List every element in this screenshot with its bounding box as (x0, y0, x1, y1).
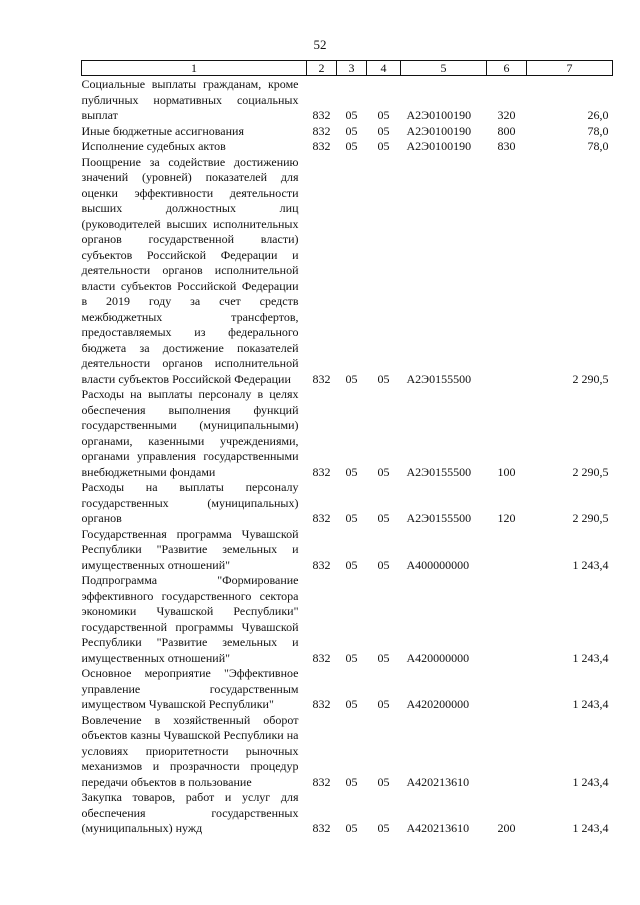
row-expense-type: 320 (497, 108, 516, 122)
row-name: Поощрение за содействие достижению значений (уровней) показателей для оценки эффективности деятельности высших должностных лиц (руководителей высших исполнительных органов государственной власти) субъектов Российской Федерации и деятельности органов исполнительной власти субъектов Российской Федерации в 2019 году за счет средств межбюджетных трансфертов, предоставляемых из федерального бюджета за достижение показателей деятельности органов исполнительной власти субъектов Российской Федерации (81, 154, 299, 386)
row-subsection: 05 (377, 821, 390, 835)
row-subsection: 05 (377, 557, 390, 572)
row-ministry: 832 (312, 108, 331, 122)
table-row (82, 387, 613, 480)
row-section: 05 (345, 139, 358, 153)
row-ministry: 832 (312, 821, 331, 835)
row-subsection: 05 (377, 511, 390, 525)
table-row (82, 155, 613, 388)
row-section: 05 (345, 821, 358, 835)
row-amount: 78,0 (587, 139, 609, 153)
table-row (82, 480, 613, 527)
row-target: А2Э0100190 (406, 139, 472, 153)
table-row (82, 76, 613, 124)
row-target: А400000000 (406, 557, 470, 572)
row-expense-type (487, 666, 527, 713)
row-name: Государственная программа Чувашской Республики "Развитие земельных и имущественных отношений" (81, 526, 299, 572)
budget-table (81, 60, 613, 837)
table-row (82, 124, 613, 140)
row-target: А420213610 (406, 821, 470, 835)
row-expense-type (487, 573, 527, 666)
row-amount: 26,0 (587, 108, 609, 122)
row-subsection: 05 (377, 371, 390, 386)
row-section: 05 (345, 108, 358, 122)
row-section: 05 (345, 774, 358, 789)
row-section: 05 (345, 697, 358, 711)
row-ministry: 832 (312, 464, 331, 479)
table-row (82, 573, 613, 666)
row-name: Вовлечение в хозяйственный оборот объектов казны Чувашской Республики на условиях приоритетности рыночных механизмов и прозрачности процедур передачи объектов в пользование (81, 712, 299, 789)
row-section: 05 (345, 650, 358, 665)
table-row (82, 527, 613, 574)
row-name: Основное мероприятие "Эффективное управление государственным имуществом Чувашской Республики" (81, 666, 299, 711)
row-ministry: 832 (312, 139, 331, 153)
row-ministry: 832 (312, 557, 331, 572)
row-name: Расходы на выплаты персоналу государственных (муниципальных) органов (81, 480, 299, 525)
row-name: Расходы на выплаты персоналу в целях обеспечения выполнения функций государственными (муниципальными) органами, казенными учреждениями, органами управления государственными внебюджетными фондами (81, 387, 299, 479)
row-target: А420213610 (406, 774, 470, 789)
table-row (82, 666, 613, 713)
row-name: Подпрограмма "Формирование эффективного государственного сектора экономики Чувашской Республики" государственной программы Чувашской Республики "Развитие земельных и имущественных отношений" (81, 573, 299, 665)
column-header-name: 1 (82, 61, 307, 76)
row-target: А2Э0155500 (406, 371, 472, 386)
row-subsection: 05 (377, 774, 390, 789)
row-ministry: 832 (312, 697, 331, 711)
row-name: Исполнение судебных актов (81, 139, 226, 153)
row-expense-type (487, 527, 527, 574)
row-ministry: 832 (312, 650, 331, 665)
row-subsection: 05 (377, 464, 390, 479)
row-subsection: 05 (377, 697, 390, 711)
column-header-section: 3 (337, 61, 367, 76)
row-ministry: 832 (312, 371, 331, 386)
table-row (82, 790, 613, 837)
row-subsection: 05 (377, 139, 390, 153)
row-target: А2Э0100190 (406, 123, 472, 138)
row-name: Социальные выплаты гражданам, кроме публичных нормативных социальных выплат (81, 77, 299, 122)
row-expense-type: 120 (497, 511, 516, 525)
row-expense-type (487, 713, 527, 791)
row-name: Иные бюджетные ассигнования (81, 123, 244, 138)
row-expense-type: 800 (497, 123, 516, 138)
row-amount: 78,0 (587, 123, 609, 138)
row-ministry: 832 (312, 123, 331, 138)
row-name: Закупка товаров, работ и услуг для обеспечения государственных (муниципальных) нужд (81, 790, 299, 835)
table-row (82, 713, 613, 791)
row-section: 05 (345, 557, 358, 572)
row-subsection: 05 (377, 108, 390, 122)
row-amount: 1 243,4 (572, 774, 609, 789)
row-target: А2Э0155500 (406, 464, 472, 479)
row-subsection: 05 (377, 123, 390, 138)
row-section: 05 (345, 511, 358, 525)
row-section: 05 (345, 464, 358, 479)
row-target: А420200000 (406, 697, 470, 711)
row-amount: 1 243,4 (572, 650, 609, 665)
row-expense-type: 830 (497, 139, 516, 153)
column-header-target: 5 (401, 61, 487, 76)
row-section: 05 (345, 123, 358, 138)
row-target: А2Э0100190 (406, 108, 472, 122)
page-number: 52 (313, 37, 327, 52)
row-amount: 1 243,4 (572, 821, 609, 835)
row-expense-type: 100 (497, 464, 516, 479)
column-header-subsection: 4 (367, 61, 401, 76)
row-amount: 1 243,4 (572, 697, 609, 711)
row-target: А2Э0155500 (406, 511, 472, 525)
row-expense-type: 200 (497, 821, 516, 835)
row-amount: 2 290,5 (572, 511, 609, 525)
row-amount: 2 290,5 (572, 464, 609, 479)
row-ministry: 832 (312, 511, 331, 525)
row-subsection: 05 (377, 650, 390, 665)
row-amount: 1 243,4 (572, 557, 609, 572)
row-expense-type (487, 155, 527, 388)
column-header-amount: 7 (527, 61, 613, 76)
table-row (82, 139, 613, 155)
row-target: А420000000 (406, 650, 470, 665)
column-header-ministry: 2 (307, 61, 337, 76)
column-number-header-row (82, 61, 613, 76)
row-amount: 2 290,5 (572, 371, 609, 386)
column-header-expense-type: 6 (487, 61, 527, 76)
row-ministry: 832 (312, 774, 331, 789)
row-section: 05 (345, 371, 358, 386)
